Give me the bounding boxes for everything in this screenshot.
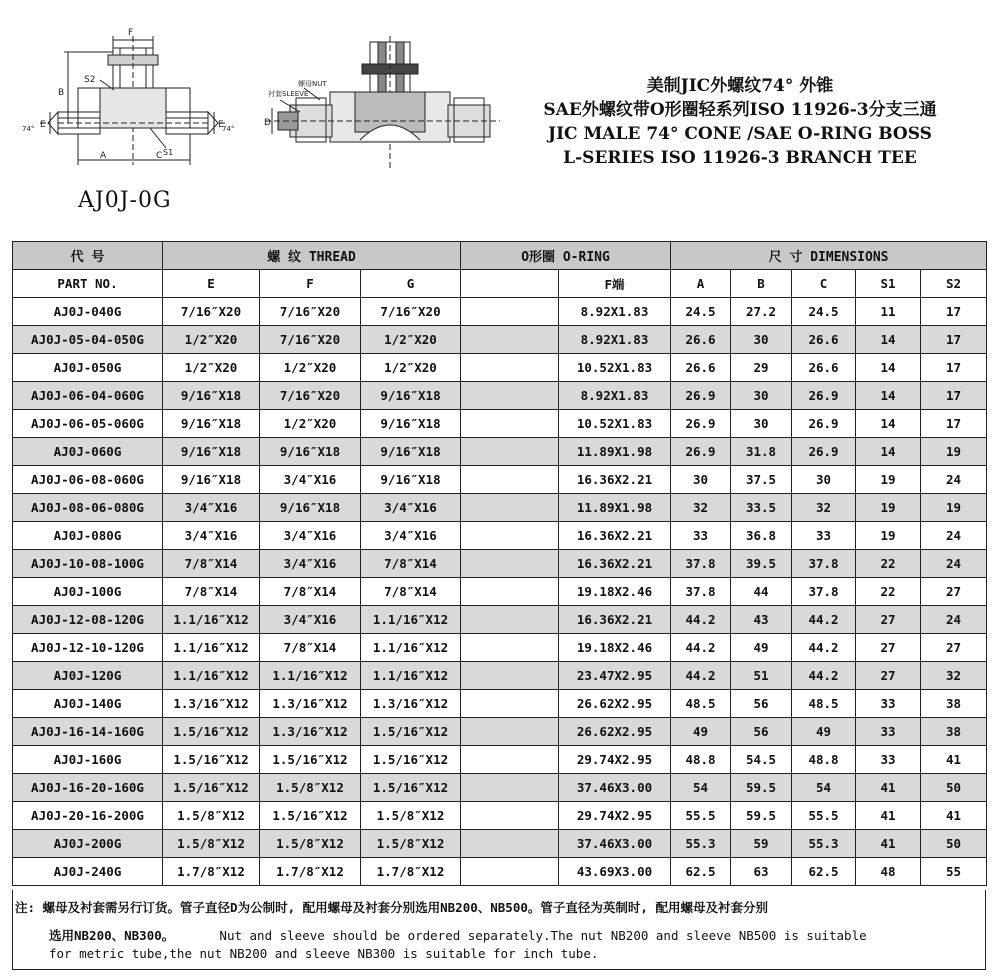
cell-dim-S2: 17 [921, 354, 987, 382]
cell-dim-C: 62.5 [792, 858, 856, 886]
cell-thread-E: 7/16″X20 [163, 298, 260, 326]
cell-dim-S2: 24 [921, 466, 987, 494]
cell-part-no: AJ0J-06-05-060G [13, 410, 163, 438]
cell-dim-S2: 24 [921, 522, 987, 550]
cell-dim-S1: 27 [856, 662, 921, 690]
cell-oring-f-end: 29.74X2.95 [559, 746, 671, 774]
cell-part-no: AJ0J-06-04-060G [13, 382, 163, 410]
header-F: F [260, 270, 361, 298]
cell-thread-F: 3/4″X16 [260, 550, 361, 578]
cell-part-no: AJ0J-12-08-120G [13, 606, 163, 634]
cell-thread-E: 7/8″X14 [163, 550, 260, 578]
table-row [13, 690, 987, 718]
cell-dim-A: 26.9 [671, 410, 731, 438]
cell-dim-B: 31.8 [731, 438, 792, 466]
cell-dim-B: 27.2 [731, 298, 792, 326]
cell-thread-F: 3/4″X16 [260, 522, 361, 550]
header-thread: 螺 纹 THREAD [163, 242, 461, 270]
cell-part-no: AJ0J-200G [13, 830, 163, 858]
cell-thread-E: 1.5/8″X12 [163, 830, 260, 858]
table-row [13, 802, 987, 830]
cell-dim-S1: 27 [856, 634, 921, 662]
cell-dim-B: 43 [731, 606, 792, 634]
cell-dim-S2: 41 [921, 802, 987, 830]
cell-thread-F: 7/8″X14 [260, 634, 361, 662]
cell-oring-f-end: 16.36X2.21 [559, 522, 671, 550]
cell-thread-F: 1.5/16″X12 [260, 802, 361, 830]
cell-thread-G: 1.5/8″X12 [361, 802, 461, 830]
cell-thread-E: 1.5/8″X12 [163, 802, 260, 830]
cell-thread-F: 1.1/16″X12 [260, 662, 361, 690]
table-row [13, 522, 987, 550]
cell-dim-S1: 33 [856, 690, 921, 718]
cell-dim-A: 62.5 [671, 858, 731, 886]
cell-oring-f-end: 26.62X2.95 [559, 718, 671, 746]
cell-dim-B: 33.5 [731, 494, 792, 522]
cell-oring-blank [461, 494, 559, 522]
header-row-1 [13, 242, 987, 270]
cell-dim-S2: 41 [921, 746, 987, 774]
cell-oring-blank [461, 690, 559, 718]
cell-dim-B: 59.5 [731, 802, 792, 830]
label-F: F [128, 28, 134, 38]
header-part-no: PART NO. [13, 270, 163, 298]
cell-dim-A: 26.9 [671, 438, 731, 466]
cell-dim-S2: 17 [921, 410, 987, 438]
tee-dimension-drawing [40, 36, 225, 165]
cell-part-no: AJ0J-16-20-160G [13, 774, 163, 802]
table-row [13, 578, 987, 606]
cell-oring-blank [461, 634, 559, 662]
cell-oring-f-end: 16.36X2.21 [559, 606, 671, 634]
cell-thread-G: 9/16″X18 [361, 438, 461, 466]
cell-dim-C: 26.9 [792, 410, 856, 438]
cell-dim-S2: 50 [921, 830, 987, 858]
part-code: AJ0J-0G [78, 188, 172, 213]
note-line-2 [49, 926, 867, 944]
cell-dim-A: 49 [671, 718, 731, 746]
cell-oring-blank [461, 298, 559, 326]
cell-thread-G: 3/4″X16 [361, 522, 461, 550]
cell-dim-A: 26.9 [671, 382, 731, 410]
cell-dim-S1: 48 [856, 858, 921, 886]
cell-part-no: AJ0J-050G [13, 354, 163, 382]
cell-thread-E: 9/16″X18 [163, 438, 260, 466]
cell-dim-B: 39.5 [731, 550, 792, 578]
cell-dim-C: 26.6 [792, 326, 856, 354]
table-row [13, 494, 987, 522]
cell-oring-f-end: 37.46X3.00 [559, 774, 671, 802]
label-B: B [58, 88, 65, 98]
cell-thread-E: 3/4″X16 [163, 494, 260, 522]
cell-part-no: AJ0J-06-08-060G [13, 466, 163, 494]
cell-thread-E: 9/16″X18 [163, 382, 260, 410]
cell-dim-C: 32 [792, 494, 856, 522]
cell-dim-A: 26.6 [671, 354, 731, 382]
cell-oring-f-end: 8.92X1.83 [559, 326, 671, 354]
cell-dim-C: 30 [792, 466, 856, 494]
label-D: D [264, 118, 271, 128]
cell-thread-F: 7/16″X20 [260, 382, 361, 410]
label-sleeve: 衬套SLEEVE [268, 90, 309, 98]
cell-part-no: AJ0J-20-16-200G [13, 802, 163, 830]
cell-thread-F: 7/16″X20 [260, 298, 361, 326]
cell-thread-F: 7/8″X14 [260, 578, 361, 606]
cell-oring-blank [461, 718, 559, 746]
cell-dim-B: 29 [731, 354, 792, 382]
cell-dim-B: 37.5 [731, 466, 792, 494]
cell-part-no: AJ0J-12-10-120G [13, 634, 163, 662]
cell-dim-B: 30 [731, 326, 792, 354]
cell-oring-f-end: 26.62X2.95 [559, 690, 671, 718]
cell-dim-S1: 19 [856, 494, 921, 522]
cell-thread-F: 1.3/16″X12 [260, 690, 361, 718]
cell-thread-E: 9/16″X18 [163, 466, 260, 494]
cell-oring-blank [461, 802, 559, 830]
cell-thread-F: 1.5/16″X12 [260, 746, 361, 774]
table-row [13, 550, 987, 578]
cell-dim-S1: 33 [856, 746, 921, 774]
cell-oring-blank [461, 746, 559, 774]
table-row [13, 382, 987, 410]
cell-oring-blank [461, 354, 559, 382]
cell-thread-F: 1.5/8″X12 [260, 774, 361, 802]
cell-thread-E: 1.7/8″X12 [163, 858, 260, 886]
cell-thread-E: 1.5/16″X12 [163, 746, 260, 774]
cell-oring-f-end: 11.89X1.98 [559, 494, 671, 522]
cell-thread-G: 1/2″X20 [361, 354, 461, 382]
title-line-3: JIC MALE 74° CONE /SAE O-RING BOSS [548, 124, 932, 144]
cell-thread-G: 9/16″X18 [361, 382, 461, 410]
cell-part-no: AJ0J-040G [13, 298, 163, 326]
note-line-2-en: Nut and sleeve should be ordered separately.The nut NB200 and sleeve NB500 is suitable [219, 928, 867, 943]
cell-dim-S2: 17 [921, 298, 987, 326]
cell-dim-B: 63 [731, 858, 792, 886]
cell-dim-S1: 14 [856, 354, 921, 382]
cell-dim-B: 44 [731, 578, 792, 606]
cell-dim-A: 44.2 [671, 606, 731, 634]
label-angle-right: 74° [222, 125, 235, 133]
cell-dim-A: 48.5 [671, 690, 731, 718]
cell-dim-C: 37.8 [792, 578, 856, 606]
header-oring-blank [461, 270, 559, 298]
cell-part-no: AJ0J-240G [13, 858, 163, 886]
cell-dim-C: 26.6 [792, 354, 856, 382]
cell-dim-A: 54 [671, 774, 731, 802]
title-block [520, 74, 960, 170]
cell-part-no: AJ0J-16-14-160G [13, 718, 163, 746]
cell-thread-G: 1/2″X20 [361, 326, 461, 354]
cell-thread-E: 1.5/16″X12 [163, 718, 260, 746]
cell-dim-C: 48.8 [792, 746, 856, 774]
cell-thread-F: 9/16″X18 [260, 438, 361, 466]
cell-thread-E: 7/8″X14 [163, 578, 260, 606]
cell-part-no: AJ0J-100G [13, 578, 163, 606]
cell-oring-blank [461, 410, 559, 438]
cell-dim-B: 56 [731, 718, 792, 746]
table-row [13, 466, 987, 494]
cell-dim-S2: 50 [921, 774, 987, 802]
cell-thread-G: 9/16″X18 [361, 466, 461, 494]
cell-dim-S2: 24 [921, 550, 987, 578]
cell-dim-B: 59.5 [731, 774, 792, 802]
cell-dim-C: 55.3 [792, 830, 856, 858]
cell-thread-F: 9/16″X18 [260, 494, 361, 522]
cell-dim-A: 33 [671, 522, 731, 550]
table-row [13, 298, 987, 326]
cell-thread-E: 1.1/16″X12 [163, 662, 260, 690]
cell-dim-S1: 33 [856, 718, 921, 746]
cell-part-no: AJ0J-160G [13, 746, 163, 774]
cell-oring-blank [461, 774, 559, 802]
label-E-right: E [218, 120, 224, 130]
cell-dim-C: 24.5 [792, 298, 856, 326]
cell-part-no: AJ0J-080G [13, 522, 163, 550]
cell-dim-S1: 14 [856, 326, 921, 354]
cell-oring-blank [461, 382, 559, 410]
cell-dim-B: 30 [731, 410, 792, 438]
cell-thread-G: 1.1/16″X12 [361, 662, 461, 690]
cell-thread-E: 1.3/16″X12 [163, 690, 260, 718]
header-f-end: F端 [559, 270, 671, 298]
cell-thread-G: 3/4″X16 [361, 494, 461, 522]
cell-dim-S1: 41 [856, 802, 921, 830]
cell-thread-G: 1.1/16″X12 [361, 606, 461, 634]
cell-dim-B: 54.5 [731, 746, 792, 774]
cell-dim-S1: 11 [856, 298, 921, 326]
cell-dim-B: 59 [731, 830, 792, 858]
cell-oring-f-end: 43.69X3.00 [559, 858, 671, 886]
cell-dim-S1: 14 [856, 438, 921, 466]
cell-dim-S1: 41 [856, 830, 921, 858]
label-C: C [156, 151, 163, 161]
cell-dim-A: 44.2 [671, 662, 731, 690]
cell-dim-A: 55.5 [671, 802, 731, 830]
cell-dim-A: 30 [671, 466, 731, 494]
cell-dim-A: 44.2 [671, 634, 731, 662]
spec-table-body [13, 298, 987, 886]
cell-part-no: AJ0J-140G [13, 690, 163, 718]
cell-dim-S1: 22 [856, 578, 921, 606]
tee-section-drawing [265, 36, 500, 170]
header-dims: 尺 寸 DIMENSIONS [671, 242, 987, 270]
cell-dim-A: 37.8 [671, 578, 731, 606]
cell-dim-A: 37.8 [671, 550, 731, 578]
cell-part-no: AJ0J-10-08-100G [13, 550, 163, 578]
cell-dim-S2: 38 [921, 718, 987, 746]
cell-oring-f-end: 8.92X1.83 [559, 382, 671, 410]
cell-dim-S2: 19 [921, 438, 987, 466]
header-E: E [163, 270, 260, 298]
cell-dim-S1: 19 [856, 522, 921, 550]
table-row [13, 662, 987, 690]
cell-oring-blank [461, 830, 559, 858]
cell-dim-C: 37.8 [792, 550, 856, 578]
cell-thread-F: 1.3/16″X12 [260, 718, 361, 746]
cell-thread-G: 1.5/16″X12 [361, 746, 461, 774]
cell-oring-blank [461, 578, 559, 606]
cell-oring-blank [461, 522, 559, 550]
cell-thread-E: 3/4″X16 [163, 522, 260, 550]
cell-dim-B: 49 [731, 634, 792, 662]
cell-dim-S2: 17 [921, 382, 987, 410]
table-row [13, 830, 987, 858]
header-A: A [671, 270, 731, 298]
cell-dim-S1: 41 [856, 774, 921, 802]
cell-oring-f-end: 37.46X3.00 [559, 830, 671, 858]
cell-thread-G: 1.5/16″X12 [361, 718, 461, 746]
note-line-2-cn: 选用NB200、NB300。 [49, 928, 175, 943]
table-row [13, 326, 987, 354]
cell-thread-F: 1/2″X20 [260, 354, 361, 382]
cell-dim-A: 55.3 [671, 830, 731, 858]
cell-oring-blank [461, 326, 559, 354]
note-line-3: for metric tube,the nut NB200 and sleeve NB300 is suitable for inch tube. [49, 946, 599, 961]
cell-oring-blank [461, 466, 559, 494]
title-line-4: L-SERIES ISO 11926-3 BRANCH TEE [563, 148, 917, 168]
spec-table [12, 241, 987, 886]
table-row [13, 410, 987, 438]
note-box [12, 890, 986, 970]
cell-thread-G: 1.1/16″X12 [361, 634, 461, 662]
cell-thread-F: 1.5/8″X12 [260, 830, 361, 858]
cell-dim-C: 26.9 [792, 438, 856, 466]
header-S1: S1 [856, 270, 921, 298]
table-row [13, 438, 987, 466]
cell-dim-B: 56 [731, 690, 792, 718]
cell-thread-G: 1.5/8″X12 [361, 830, 461, 858]
cell-dim-S2: 27 [921, 578, 987, 606]
cell-dim-C: 44.2 [792, 634, 856, 662]
cell-dim-A: 24.5 [671, 298, 731, 326]
cell-thread-G: 9/16″X18 [361, 410, 461, 438]
label-S2: S2 [84, 75, 96, 85]
cell-dim-S1: 14 [856, 410, 921, 438]
cell-oring-f-end: 11.89X1.98 [559, 438, 671, 466]
cell-dim-S2: 27 [921, 634, 987, 662]
cell-thread-F: 3/4″X16 [260, 466, 361, 494]
cell-dim-B: 51 [731, 662, 792, 690]
cell-dim-C: 26.9 [792, 382, 856, 410]
label-nut: 螺母NUT [298, 80, 327, 88]
table-row [13, 606, 987, 634]
cell-oring-f-end: 19.18X2.46 [559, 634, 671, 662]
cell-thread-E: 1.1/16″X12 [163, 634, 260, 662]
header-code: 代 号 [13, 242, 163, 270]
cell-part-no: AJ0J-120G [13, 662, 163, 690]
cell-oring-blank [461, 550, 559, 578]
cell-thread-G: 1.7/8″X12 [361, 858, 461, 886]
cell-thread-F: 3/4″X16 [260, 606, 361, 634]
cell-thread-G: 1.5/16″X12 [361, 774, 461, 802]
cell-dim-S2: 19 [921, 494, 987, 522]
cell-oring-f-end: 8.92X1.83 [559, 298, 671, 326]
cell-dim-C: 44.2 [792, 662, 856, 690]
label-S1: S1 [163, 148, 174, 157]
cell-thread-G: 7/8″X14 [361, 578, 461, 606]
cell-oring-f-end: 10.52X1.83 [559, 354, 671, 382]
cell-dim-C: 49 [792, 718, 856, 746]
header-row-2 [13, 270, 987, 298]
header-oring: O形圈 O-RING [461, 242, 671, 270]
cell-oring-blank [461, 606, 559, 634]
cell-thread-F: 1/2″X20 [260, 410, 361, 438]
cell-oring-blank [461, 858, 559, 886]
cell-oring-f-end: 29.74X2.95 [559, 802, 671, 830]
cell-thread-G: 7/16″X20 [361, 298, 461, 326]
cell-oring-f-end: 10.52X1.83 [559, 410, 671, 438]
title-line-2: SAE外螺纹带O形圈轻系列ISO 11926-3分支三通 [543, 100, 937, 120]
table-row [13, 354, 987, 382]
cell-dim-S2: 17 [921, 326, 987, 354]
cell-oring-f-end: 23.47X2.95 [559, 662, 671, 690]
cell-dim-S2: 24 [921, 606, 987, 634]
cell-thread-E: 9/16″X18 [163, 410, 260, 438]
cell-dim-S1: 19 [856, 466, 921, 494]
header-S2: S2 [921, 270, 987, 298]
label-E-left: E [40, 120, 46, 130]
cell-dim-S2: 55 [921, 858, 987, 886]
cell-dim-A: 48.8 [671, 746, 731, 774]
cell-dim-S1: 27 [856, 606, 921, 634]
cell-thread-F: 7/16″X20 [260, 326, 361, 354]
header-G: G [361, 270, 461, 298]
table-row [13, 858, 987, 886]
note-line-1: 注: 螺母及衬套需另行订货。管子直径D为公制时, 配用螺母及衬套分别选用NB200、NB500。管子直径为英制时, 配用螺母及衬套分别 [15, 900, 768, 915]
table-row [13, 634, 987, 662]
table-row [13, 746, 987, 774]
cell-oring-blank [461, 662, 559, 690]
cell-thread-E: 1.1/16″X12 [163, 606, 260, 634]
title-line-1: 美制JIC外螺纹74° 外锥 [646, 76, 834, 96]
cell-oring-blank [461, 438, 559, 466]
cell-part-no: AJ0J-08-06-080G [13, 494, 163, 522]
cell-thread-G: 1.3/16″X12 [361, 690, 461, 718]
cell-thread-E: 1/2″X20 [163, 354, 260, 382]
cell-thread-G: 7/8″X14 [361, 550, 461, 578]
label-angle-left: 74° [22, 125, 35, 133]
cell-dim-S2: 38 [921, 690, 987, 718]
cell-dim-B: 36.8 [731, 522, 792, 550]
cell-dim-C: 54 [792, 774, 856, 802]
cell-dim-C: 48.5 [792, 690, 856, 718]
cell-dim-C: 55.5 [792, 802, 856, 830]
cell-dim-C: 44.2 [792, 606, 856, 634]
table-row [13, 718, 987, 746]
cell-oring-f-end: 16.36X2.21 [559, 466, 671, 494]
cell-oring-f-end: 16.36X2.21 [559, 550, 671, 578]
cell-dim-C: 33 [792, 522, 856, 550]
cell-part-no: AJ0J-060G [13, 438, 163, 466]
cell-dim-A: 32 [671, 494, 731, 522]
label-A: A [100, 151, 107, 161]
cell-dim-S1: 14 [856, 382, 921, 410]
cell-dim-B: 30 [731, 382, 792, 410]
cell-dim-S2: 32 [921, 662, 987, 690]
cell-thread-F: 1.7/8″X12 [260, 858, 361, 886]
cell-thread-E: 1.5/16″X12 [163, 774, 260, 802]
table-row [13, 774, 987, 802]
cell-oring-f-end: 19.18X2.46 [559, 578, 671, 606]
cell-part-no: AJ0J-05-04-050G [13, 326, 163, 354]
cell-dim-S1: 22 [856, 550, 921, 578]
header-C: C [792, 270, 856, 298]
header-B: B [731, 270, 792, 298]
cell-thread-E: 1/2″X20 [163, 326, 260, 354]
cell-dim-A: 26.6 [671, 326, 731, 354]
